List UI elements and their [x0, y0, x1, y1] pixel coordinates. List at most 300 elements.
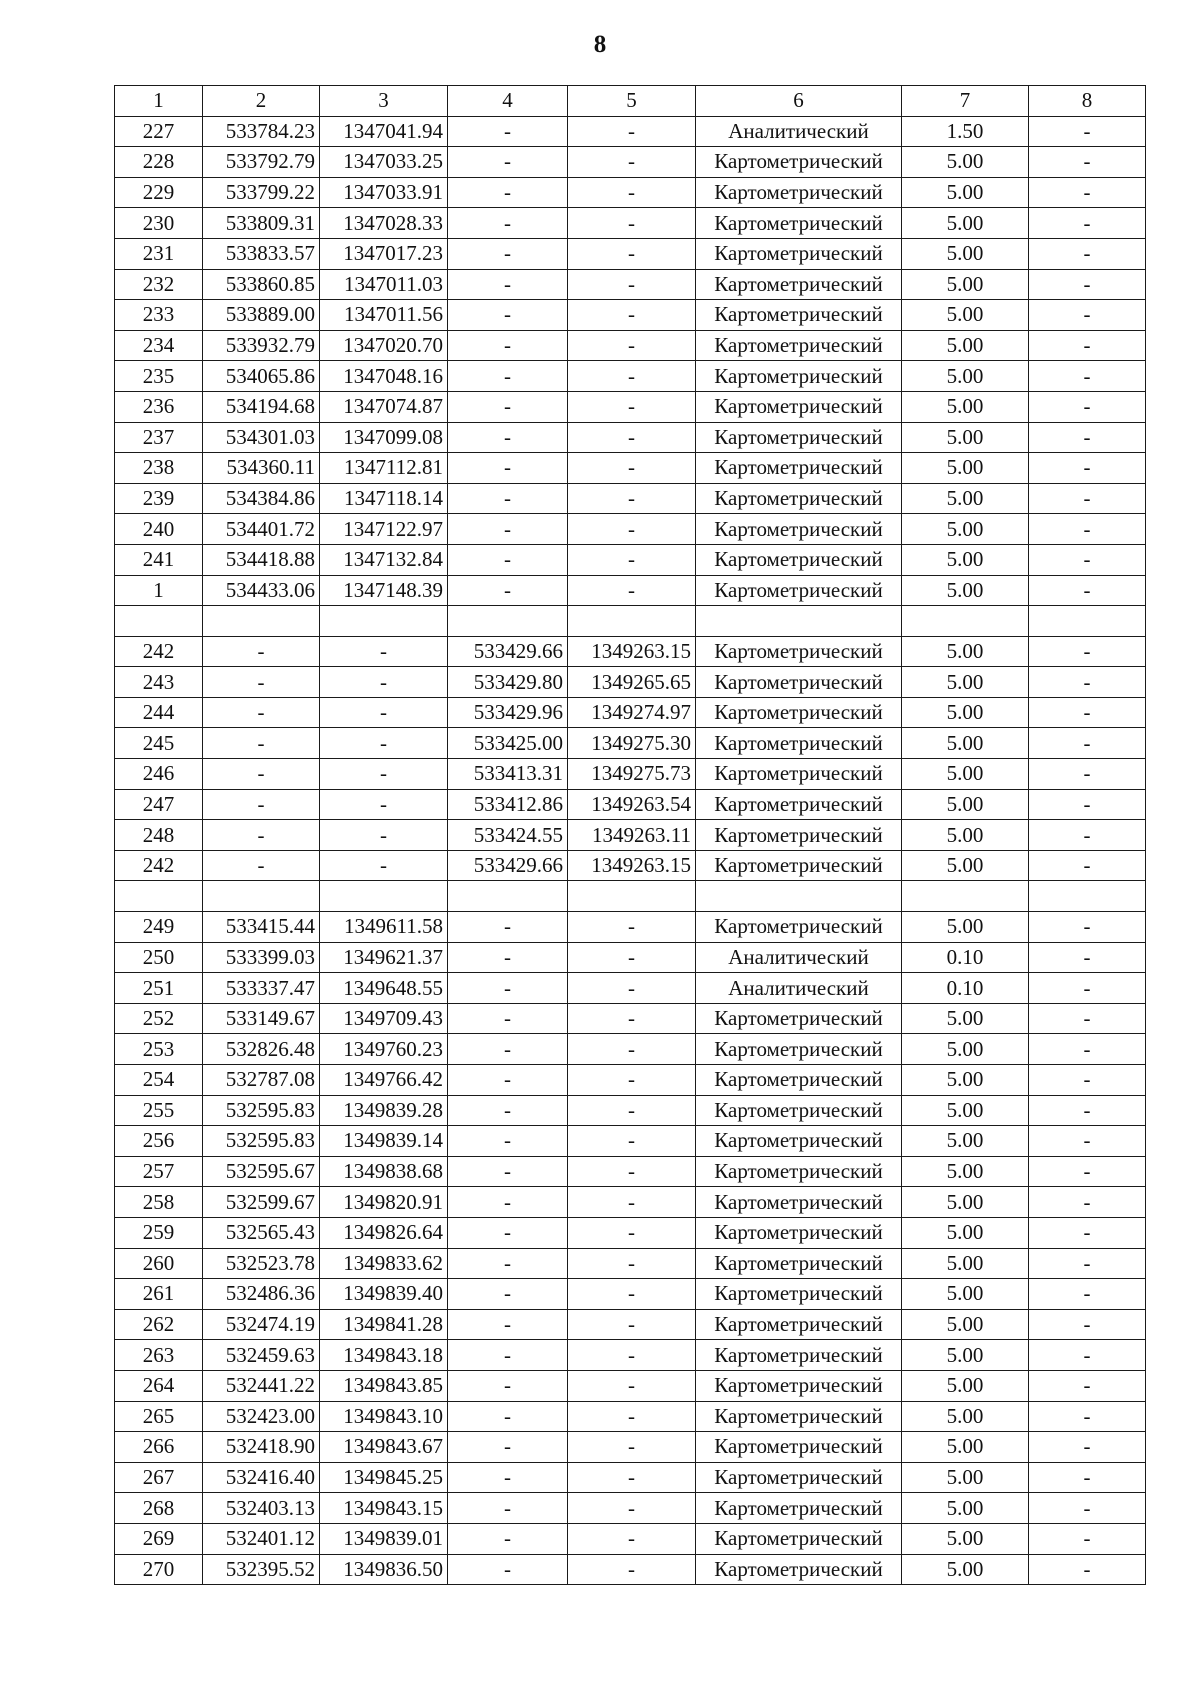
cell-coord-x: 532486.36: [203, 1279, 320, 1310]
cell-accuracy: 5.00: [902, 1554, 1029, 1585]
cell-point-number: 242: [115, 636, 203, 667]
cell-new-coord-y: 1349265.65: [568, 667, 696, 698]
cell-coord-x: 534401.72: [203, 514, 320, 545]
cell-new-coord-y: -: [568, 1095, 696, 1126]
table-row: [115, 759, 1146, 790]
cell-method: Картометрический: [696, 147, 902, 178]
cell-point-number: 264: [115, 1370, 203, 1401]
column-header-4: 4: [448, 86, 568, 117]
cell-coord-x: 532401.12: [203, 1523, 320, 1554]
cell-note: -: [1029, 238, 1146, 269]
cell-method: Картометрический: [696, 575, 902, 606]
cell-point-number: 263: [115, 1340, 203, 1371]
cell-method: Картометрический: [696, 1156, 902, 1187]
cell-point-number: 245: [115, 728, 203, 759]
cell-method: [696, 881, 902, 912]
cell-new-coord-x: -: [448, 1493, 568, 1524]
cell-point-number: 241: [115, 544, 203, 575]
table-row: [115, 1523, 1146, 1554]
cell-new-coord-y: -: [568, 1126, 696, 1157]
cell-coord-y: 1349838.68: [320, 1156, 448, 1187]
cell-accuracy: 5.00: [902, 361, 1029, 392]
cell-new-coord-y: -: [568, 1554, 696, 1585]
cell-new-coord-x: -: [448, 1156, 568, 1187]
cell-method: Аналитический: [696, 942, 902, 973]
cell-new-coord-y: 1349263.54: [568, 789, 696, 820]
cell-note: -: [1029, 1401, 1146, 1432]
cell-method: Картометрический: [696, 1401, 902, 1432]
cell-method: Картометрический: [696, 1279, 902, 1310]
cell-coord-y: 1349820.91: [320, 1187, 448, 1218]
cell-note: -: [1029, 942, 1146, 973]
table-row: [115, 1462, 1146, 1493]
cell-method: Картометрический: [696, 330, 902, 361]
cell-method: Картометрический: [696, 850, 902, 881]
cell-accuracy: 5.00: [902, 269, 1029, 300]
cell-new-coord-x: -: [448, 1309, 568, 1340]
cell-new-coord-y: -: [568, 300, 696, 331]
table-row: [115, 1493, 1146, 1524]
cell-note: -: [1029, 422, 1146, 453]
cell-method: Картометрический: [696, 208, 902, 239]
cell-note: -: [1029, 147, 1146, 178]
cell-coord-x: -: [203, 789, 320, 820]
cell-accuracy: 5.00: [902, 1432, 1029, 1463]
cell-coord-y: 1349839.01: [320, 1523, 448, 1554]
cell-accuracy: 5.00: [902, 1462, 1029, 1493]
cell-point-number: 228: [115, 147, 203, 178]
cell-accuracy: 5.00: [902, 544, 1029, 575]
cell-accuracy: 5.00: [902, 1187, 1029, 1218]
cell-coord-x: 533792.79: [203, 147, 320, 178]
cell-coord-y: 1349843.67: [320, 1432, 448, 1463]
cell-method: Картометрический: [696, 1432, 902, 1463]
cell-coord-x: 533799.22: [203, 177, 320, 208]
cell-new-coord-x: -: [448, 269, 568, 300]
cell-coord-y: -: [320, 728, 448, 759]
cell-new-coord-y: -: [568, 391, 696, 422]
table-row: [115, 1034, 1146, 1065]
cell-coord-y: 1347017.23: [320, 238, 448, 269]
cell-point-number: 234: [115, 330, 203, 361]
cell-point-number: 244: [115, 697, 203, 728]
table-row: [115, 1370, 1146, 1401]
cell-new-coord-y: -: [568, 514, 696, 545]
cell-coord-y: 1349709.43: [320, 1003, 448, 1034]
cell-method: Картометрический: [696, 514, 902, 545]
cell-point-number: 246: [115, 759, 203, 790]
cell-new-coord-y: -: [568, 1217, 696, 1248]
cell-new-coord-y: -: [568, 1401, 696, 1432]
cell-note: -: [1029, 330, 1146, 361]
cell-accuracy: 5.00: [902, 1248, 1029, 1279]
cell-new-coord-y: -: [568, 544, 696, 575]
cell-note: -: [1029, 820, 1146, 851]
cell-coord-y: 1347048.16: [320, 361, 448, 392]
cell-method: Картометрический: [696, 789, 902, 820]
cell-coord-x: 532474.19: [203, 1309, 320, 1340]
table-row: [115, 636, 1146, 667]
cell-accuracy: 5.00: [902, 300, 1029, 331]
cell-method: Картометрический: [696, 636, 902, 667]
separator-row: [115, 606, 1146, 637]
cell-coord-x: 532565.43: [203, 1217, 320, 1248]
cell-method: Картометрический: [696, 1554, 902, 1585]
cell-point-number: 238: [115, 453, 203, 484]
cell-new-coord-x: -: [448, 300, 568, 331]
cell-method: Картометрический: [696, 1217, 902, 1248]
table-row: [115, 1248, 1146, 1279]
table-row: [115, 850, 1146, 881]
cell-coord-y: 1347148.39: [320, 575, 448, 606]
cell-new-coord-x: -: [448, 1003, 568, 1034]
cell-method: Картометрический: [696, 1248, 902, 1279]
cell-point-number: 270: [115, 1554, 203, 1585]
cell-point-number: 240: [115, 514, 203, 545]
cell-new-coord-y: -: [568, 116, 696, 147]
cell-new-coord-x: -: [448, 912, 568, 943]
cell-note: -: [1029, 1432, 1146, 1463]
cell-new-coord-y: -: [568, 330, 696, 361]
cell-point-number: 252: [115, 1003, 203, 1034]
cell-note: -: [1029, 116, 1146, 147]
table-row: [115, 116, 1146, 147]
cell-new-coord-y: -: [568, 1370, 696, 1401]
coordinates-table: [114, 85, 1146, 1585]
cell-method: Картометрический: [696, 391, 902, 422]
cell-coord-y: 1349826.64: [320, 1217, 448, 1248]
cell-accuracy: 0.10: [902, 973, 1029, 1004]
cell-method: Картометрический: [696, 1309, 902, 1340]
cell-accuracy: 1.50: [902, 116, 1029, 147]
cell-coord-y: 1347074.87: [320, 391, 448, 422]
cell-note: -: [1029, 636, 1146, 667]
table-row: [115, 575, 1146, 606]
cell-coord-y: 1349648.55: [320, 973, 448, 1004]
cell-accuracy: 5.00: [902, 514, 1029, 545]
cell-new-coord-x: 533412.86: [448, 789, 568, 820]
table-row: [115, 361, 1146, 392]
cell-point-number: 239: [115, 483, 203, 514]
cell-note: -: [1029, 361, 1146, 392]
cell-method: Картометрический: [696, 453, 902, 484]
table-row: [115, 483, 1146, 514]
cell-new-coord-x: -: [448, 575, 568, 606]
table-row: [115, 1279, 1146, 1310]
cell-new-coord-x: -: [448, 391, 568, 422]
cell-coord-x: -: [203, 850, 320, 881]
cell-coord-x: 533889.00: [203, 300, 320, 331]
cell-coord-y: 1347033.25: [320, 147, 448, 178]
cell-accuracy: 5.00: [902, 850, 1029, 881]
cell-point-number: 259: [115, 1217, 203, 1248]
table-row: [115, 453, 1146, 484]
cell-note: -: [1029, 453, 1146, 484]
cell-note: -: [1029, 850, 1146, 881]
cell-new-coord-y: -: [568, 1523, 696, 1554]
cell-coord-x: 533860.85: [203, 269, 320, 300]
cell-new-coord-x: 533425.00: [448, 728, 568, 759]
cell-coord-y: 1349621.37: [320, 942, 448, 973]
cell-coord-y: 1347132.84: [320, 544, 448, 575]
cell-note: -: [1029, 1065, 1146, 1096]
cell-accuracy: 5.00: [902, 575, 1029, 606]
cell-note: -: [1029, 1340, 1146, 1371]
table-row: [115, 1126, 1146, 1157]
cell-coord-x: 533415.44: [203, 912, 320, 943]
column-header-3: 3: [320, 86, 448, 117]
cell-note: -: [1029, 1370, 1146, 1401]
cell-point-number: [115, 606, 203, 637]
cell-new-coord-x: -: [448, 1370, 568, 1401]
cell-accuracy: 5.00: [902, 330, 1029, 361]
cell-new-coord-y: 1349263.15: [568, 636, 696, 667]
table-row: [115, 973, 1146, 1004]
cell-accuracy: 5.00: [902, 1279, 1029, 1310]
cell-coord-x: 534194.68: [203, 391, 320, 422]
cell-accuracy: 5.00: [902, 483, 1029, 514]
cell-method: Картометрический: [696, 1126, 902, 1157]
cell-new-coord-x: -: [448, 1340, 568, 1371]
cell-coord-y: 1347028.33: [320, 208, 448, 239]
cell-coord-x: 532523.78: [203, 1248, 320, 1279]
cell-coord-x: 532826.48: [203, 1034, 320, 1065]
cell-method: Картометрический: [696, 697, 902, 728]
cell-new-coord-x: -: [448, 942, 568, 973]
cell-new-coord-x: -: [448, 1187, 568, 1218]
cell-method: Аналитический: [696, 116, 902, 147]
table-row: [115, 147, 1146, 178]
cell-accuracy: 5.00: [902, 667, 1029, 698]
cell-coord-x: 533932.79: [203, 330, 320, 361]
cell-new-coord-x: -: [448, 483, 568, 514]
cell-method: Картометрический: [696, 667, 902, 698]
cell-point-number: 257: [115, 1156, 203, 1187]
table-row: [115, 300, 1146, 331]
cell-note: -: [1029, 269, 1146, 300]
cell-new-coord-x: 533424.55: [448, 820, 568, 851]
cell-new-coord-x: 533429.66: [448, 636, 568, 667]
cell-method: Картометрический: [696, 1340, 902, 1371]
cell-new-coord-y: -: [568, 1493, 696, 1524]
cell-new-coord-x: -: [448, 147, 568, 178]
cell-new-coord-y: -: [568, 483, 696, 514]
cell-new-coord-y: -: [568, 942, 696, 973]
cell-accuracy: 5.00: [902, 177, 1029, 208]
cell-note: -: [1029, 544, 1146, 575]
cell-new-coord-x: 533413.31: [448, 759, 568, 790]
cell-coord-y: -: [320, 636, 448, 667]
cell-new-coord-x: -: [448, 361, 568, 392]
cell-method: Картометрический: [696, 912, 902, 943]
cell-note: -: [1029, 1095, 1146, 1126]
cell-new-coord-x: -: [448, 514, 568, 545]
cell-coord-x: 533833.57: [203, 238, 320, 269]
cell-point-number: 254: [115, 1065, 203, 1096]
cell-note: [1029, 881, 1146, 912]
cell-method: Картометрический: [696, 269, 902, 300]
cell-method: Картометрический: [696, 238, 902, 269]
cell-coord-x: -: [203, 697, 320, 728]
cell-coord-y: 1349843.18: [320, 1340, 448, 1371]
cell-point-number: 262: [115, 1309, 203, 1340]
cell-new-coord-y: [568, 881, 696, 912]
cell-coord-x: 532599.67: [203, 1187, 320, 1218]
cell-coord-x: 532595.83: [203, 1126, 320, 1157]
cell-accuracy: 5.00: [902, 789, 1029, 820]
cell-coord-y: 1347033.91: [320, 177, 448, 208]
cell-coord-y: 1347112.81: [320, 453, 448, 484]
table-row: [115, 544, 1146, 575]
table-row: [115, 1309, 1146, 1340]
cell-point-number: 266: [115, 1432, 203, 1463]
cell-new-coord-y: 1349263.15: [568, 850, 696, 881]
cell-coord-x: 532416.40: [203, 1462, 320, 1493]
cell-accuracy: 5.00: [902, 820, 1029, 851]
table-row: [115, 330, 1146, 361]
cell-note: -: [1029, 575, 1146, 606]
cell-new-coord-x: -: [448, 116, 568, 147]
cell-note: -: [1029, 1523, 1146, 1554]
cell-point-number: 258: [115, 1187, 203, 1218]
cell-accuracy: 5.00: [902, 1370, 1029, 1401]
cell-accuracy: 5.00: [902, 636, 1029, 667]
cell-new-coord-y: -: [568, 912, 696, 943]
cell-new-coord-y: 1349263.11: [568, 820, 696, 851]
cell-note: -: [1029, 1279, 1146, 1310]
cell-coord-x: -: [203, 728, 320, 759]
cell-new-coord-x: -: [448, 453, 568, 484]
cell-coord-x: [203, 881, 320, 912]
cell-coord-x: 532395.52: [203, 1554, 320, 1585]
cell-note: -: [1029, 177, 1146, 208]
cell-new-coord-x: -: [448, 544, 568, 575]
cell-note: -: [1029, 759, 1146, 790]
cell-coord-x: 533149.67: [203, 1003, 320, 1034]
cell-method: Картометрический: [696, 820, 902, 851]
cell-coord-x: 534065.86: [203, 361, 320, 392]
cell-method: Картометрический: [696, 1034, 902, 1065]
cell-coord-x: 533809.31: [203, 208, 320, 239]
cell-note: -: [1029, 1248, 1146, 1279]
cell-new-coord-y: -: [568, 1003, 696, 1034]
column-header-5: 5: [568, 86, 696, 117]
cell-new-coord-y: -: [568, 453, 696, 484]
cell-coord-y: 1349839.40: [320, 1279, 448, 1310]
cell-coord-y: 1349843.85: [320, 1370, 448, 1401]
cell-accuracy: 5.00: [902, 1309, 1029, 1340]
cell-accuracy: 5.00: [902, 147, 1029, 178]
cell-coord-y: 1349839.28: [320, 1095, 448, 1126]
cell-accuracy: 5.00: [902, 912, 1029, 943]
cell-note: -: [1029, 483, 1146, 514]
cell-new-coord-y: [568, 606, 696, 637]
cell-new-coord-y: -: [568, 1340, 696, 1371]
cell-new-coord-x: -: [448, 1462, 568, 1493]
cell-method: Картометрический: [696, 1065, 902, 1096]
cell-coord-y: -: [320, 820, 448, 851]
cell-note: -: [1029, 208, 1146, 239]
cell-method: Картометрический: [696, 1493, 902, 1524]
cell-coord-x: 532441.22: [203, 1370, 320, 1401]
table-row: [115, 728, 1146, 759]
cell-new-coord-y: -: [568, 1034, 696, 1065]
cell-new-coord-y: 1349274.97: [568, 697, 696, 728]
cell-coord-x: 533784.23: [203, 116, 320, 147]
cell-point-number: 237: [115, 422, 203, 453]
cell-note: -: [1029, 1493, 1146, 1524]
cell-coord-x: -: [203, 667, 320, 698]
cell-accuracy: 5.00: [902, 697, 1029, 728]
table-row: [115, 667, 1146, 698]
cell-coord-y: 1349766.42: [320, 1065, 448, 1096]
table-row: [115, 1187, 1146, 1218]
column-header-1: 1: [115, 86, 203, 117]
cell-coord-x: 534433.06: [203, 575, 320, 606]
cell-new-coord-x: -: [448, 208, 568, 239]
cell-new-coord-x: -: [448, 1432, 568, 1463]
cell-point-number: 231: [115, 238, 203, 269]
cell-coord-y: 1347122.97: [320, 514, 448, 545]
table-row: [115, 1554, 1146, 1585]
cell-note: -: [1029, 1554, 1146, 1585]
table-row: [115, 1156, 1146, 1187]
cell-method: Картометрический: [696, 1187, 902, 1218]
cell-point-number: 267: [115, 1462, 203, 1493]
cell-coord-y: -: [320, 850, 448, 881]
cell-method: Картометрический: [696, 728, 902, 759]
table-row: [115, 208, 1146, 239]
table-body: [115, 116, 1146, 1585]
cell-new-coord-y: -: [568, 177, 696, 208]
cell-point-number: 253: [115, 1034, 203, 1065]
cell-new-coord-x: -: [448, 1523, 568, 1554]
cell-coord-y: 1347011.56: [320, 300, 448, 331]
cell-coord-y: 1349843.15: [320, 1493, 448, 1524]
cell-accuracy: 5.00: [902, 1217, 1029, 1248]
cell-accuracy: 5.00: [902, 1065, 1029, 1096]
cell-new-coord-x: -: [448, 973, 568, 1004]
cell-method: [696, 606, 902, 637]
cell-new-coord-y: 1349275.73: [568, 759, 696, 790]
column-header-6: 6: [696, 86, 902, 117]
cell-point-number: 248: [115, 820, 203, 851]
cell-coord-y: -: [320, 697, 448, 728]
cell-coord-y: 1349760.23: [320, 1034, 448, 1065]
cell-point-number: 235: [115, 361, 203, 392]
column-header-8: 8: [1029, 86, 1146, 117]
cell-accuracy: 5.00: [902, 1126, 1029, 1157]
cell-accuracy: 5.00: [902, 1523, 1029, 1554]
cell-accuracy: 5.00: [902, 1156, 1029, 1187]
cell-accuracy: 5.00: [902, 1034, 1029, 1065]
cell-coord-y: 1347118.14: [320, 483, 448, 514]
cell-accuracy: 5.00: [902, 238, 1029, 269]
cell-method: Картометрический: [696, 1523, 902, 1554]
cell-accuracy: 5.00: [902, 759, 1029, 790]
cell-coord-y: -: [320, 759, 448, 790]
cell-coord-y: -: [320, 667, 448, 698]
cell-new-coord-y: -: [568, 973, 696, 1004]
cell-note: -: [1029, 1462, 1146, 1493]
cell-coord-x: 532423.00: [203, 1401, 320, 1432]
cell-accuracy: 0.10: [902, 942, 1029, 973]
cell-note: -: [1029, 1126, 1146, 1157]
cell-coord-x: 534384.86: [203, 483, 320, 514]
cell-coord-y: 1349839.14: [320, 1126, 448, 1157]
cell-coord-y: 1349836.50: [320, 1554, 448, 1585]
cell-accuracy: 5.00: [902, 453, 1029, 484]
